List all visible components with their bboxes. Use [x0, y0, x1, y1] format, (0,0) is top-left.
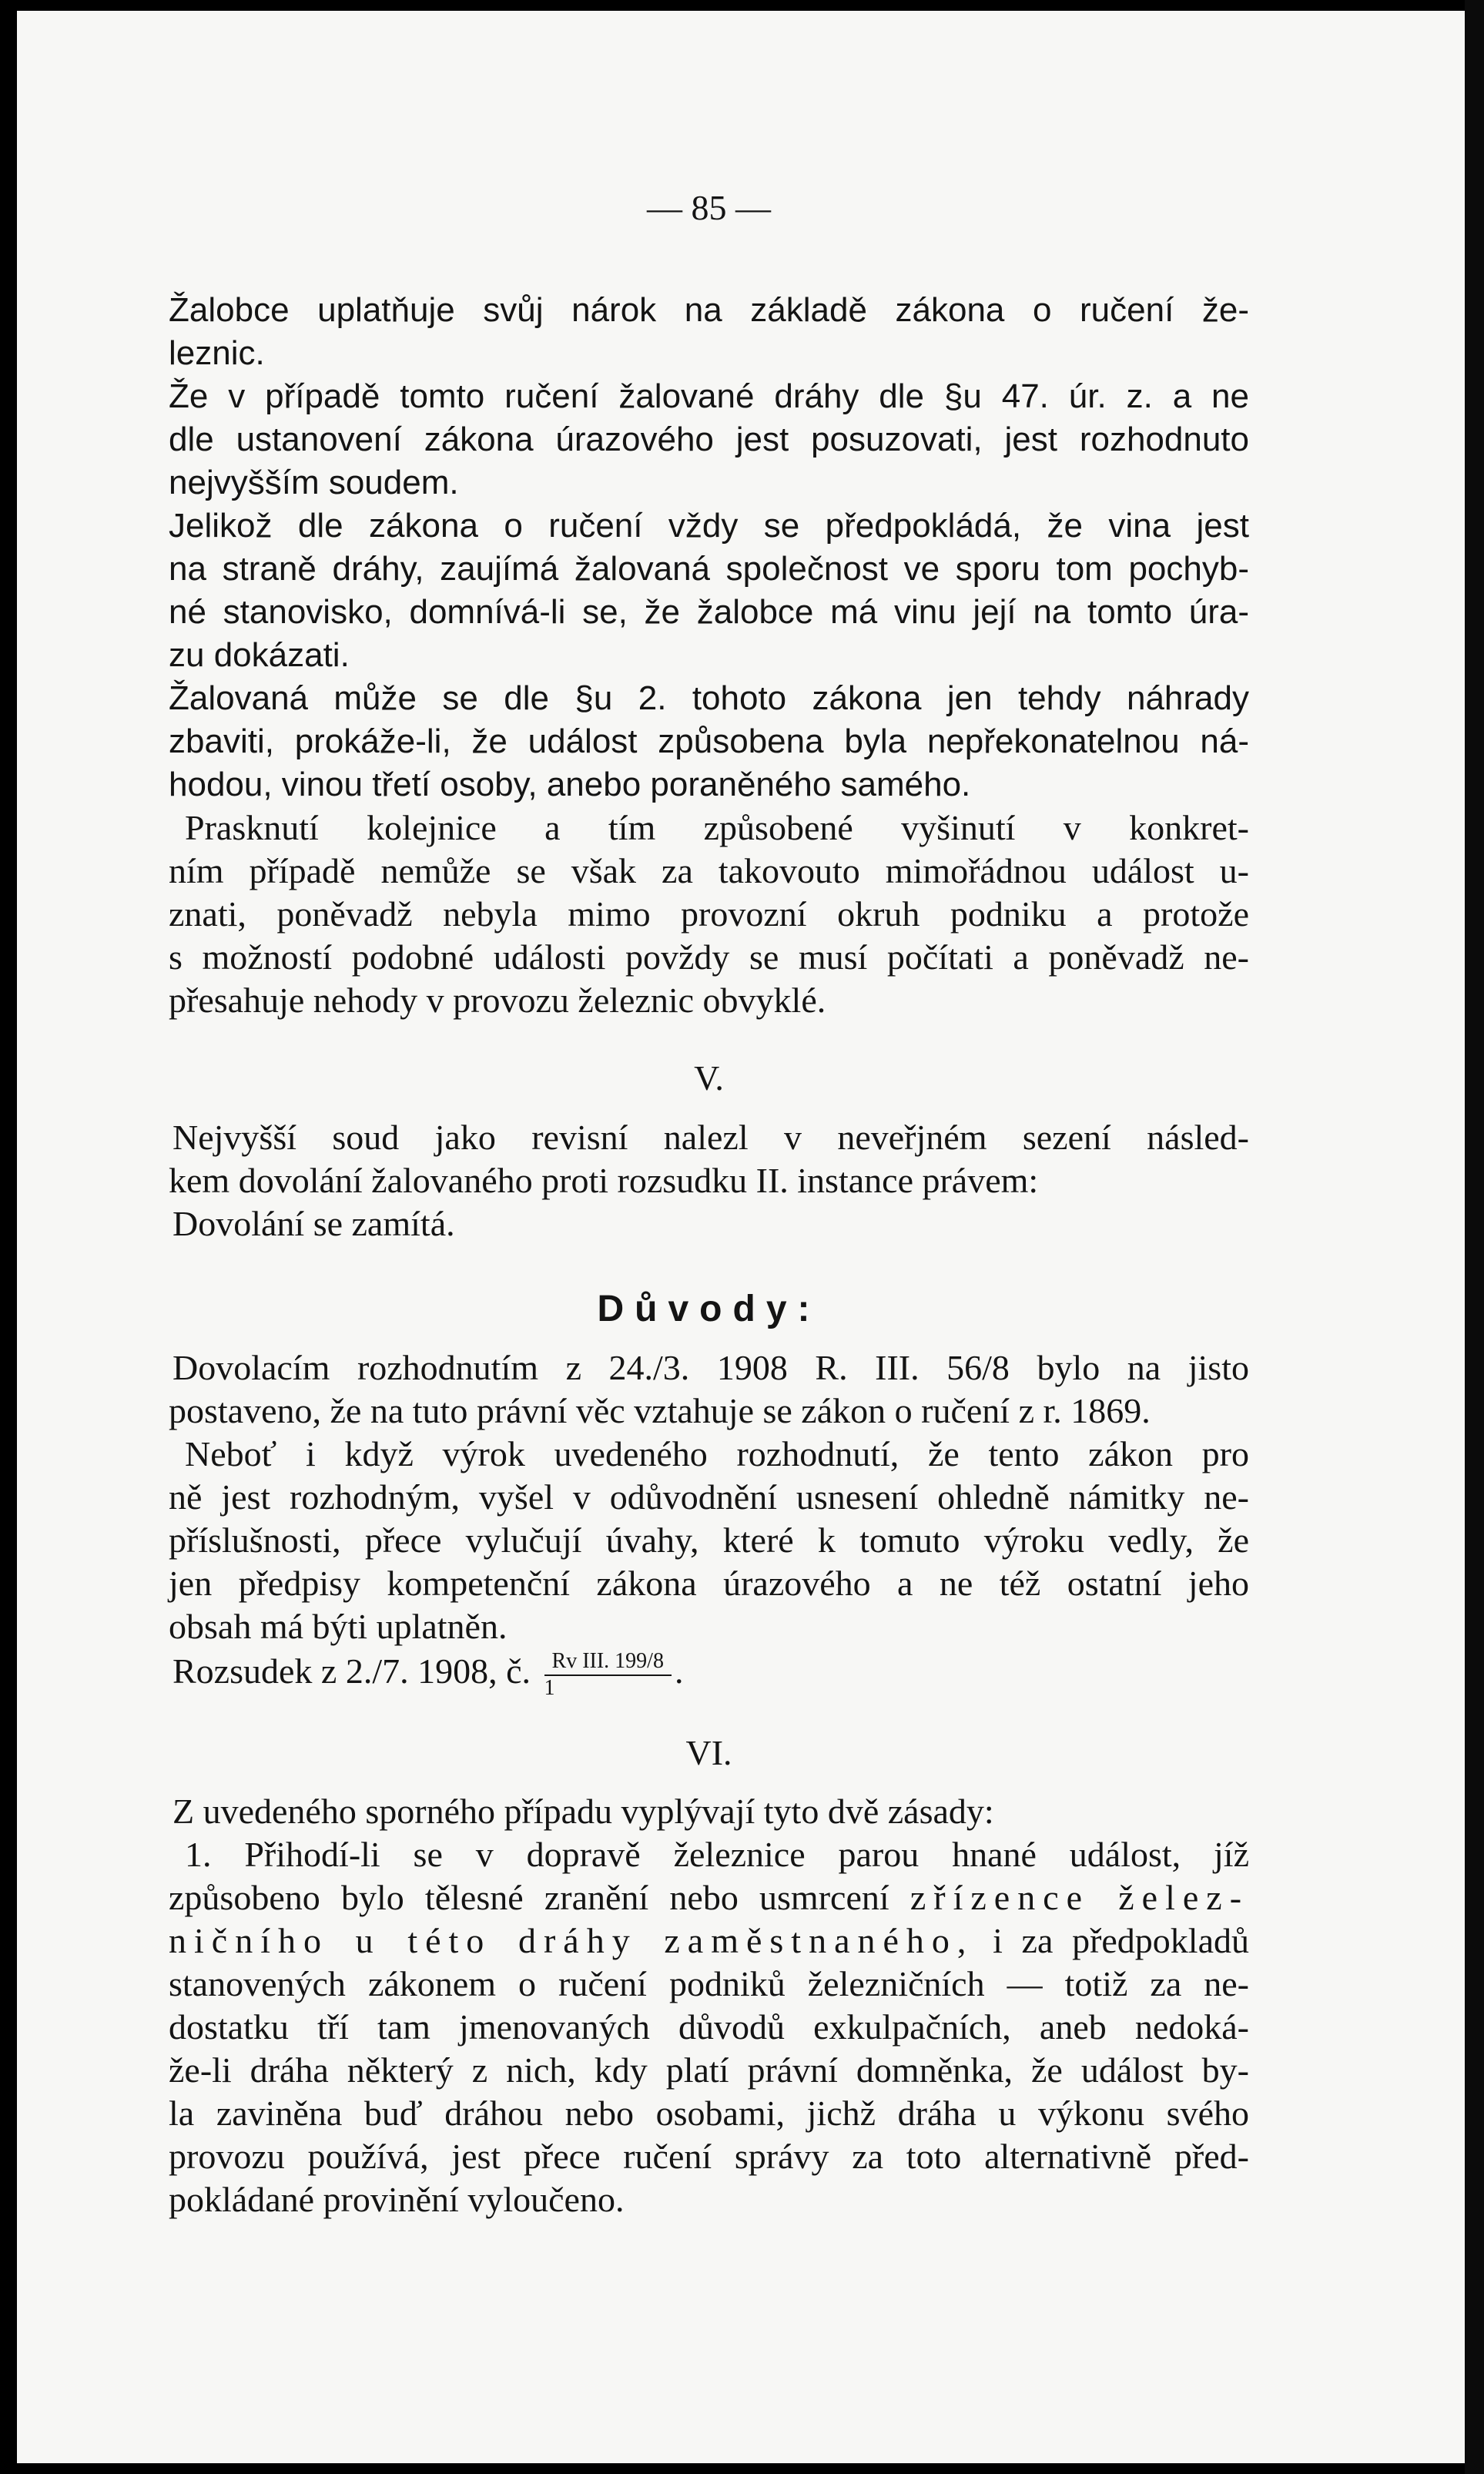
text-line: pokládané provinění vyloučeno. [169, 2180, 625, 2219]
text-line: Že v případě tomto ručení žalované dráhy dle §u 47. úr. z. a ne [169, 377, 1249, 415]
ruling-text: Dovolání se zamítá. [173, 1204, 455, 1243]
text-line: ně jest rozhodným, vyšel v odůvodnění usnesení ohledně námitky ne- [169, 1477, 1249, 1517]
text-line: nejvyšším soudem. [169, 464, 459, 501]
text-line: přesahuje nehody v provozu železnic obvyklé. [169, 981, 826, 1020]
verdict-prefix: Rozsudek z 2./7. 1908, č. [173, 1651, 531, 1691]
text-line: dle ustanovení zákona úrazového jest posuzovati, jest rozhodnuto [169, 421, 1249, 458]
verdict-suffix: . [674, 1651, 684, 1691]
text-line: že-li dráha některý z nich, kdy platí právní domněnka, že událost by- [169, 2050, 1249, 2090]
file-number-fraction [544, 1650, 672, 1700]
text-line: dostatku tří tam jmenovaných důvodů exkulpačních, aneb nedoká- [169, 2007, 1249, 2047]
text-line: na straně dráhy, zaujímá žalovaná společnost ve sporu tom pochyb- [169, 550, 1249, 588]
text-line: Nejvyšší soud jako revisní nalezl v neveřjném sezení násled- [173, 1118, 1249, 1157]
text-line [169, 1876, 1249, 1919]
verdict-line [173, 1648, 1249, 1700]
emphasized-text: ničního u této dráhy zaměstnaného, [169, 1921, 974, 1960]
text-line: Žalobce uplatňuje svůj nárok na základě zákona o ručení že- [169, 291, 1249, 329]
text-line [169, 1919, 1249, 1963]
text-line: obsah má býti uplatněn. [169, 1607, 508, 1646]
text-line: zbaviti, prokáže-li, že událost způsobena byla nepřekonatelnou ná- [169, 722, 1249, 760]
text-line: postaveno, že na tuto právní věc vztahuje se zákon o ručení z r. 1869. [169, 1391, 1151, 1430]
text-line: hodou, vinou třetí osoby, anebo poraněného samého. [169, 766, 971, 803]
text-line: stanovených zákonem o ručení podniků železničních — totiž za ne- [169, 1964, 1249, 2003]
scan-edge [1465, 0, 1484, 2474]
text-line: s možností podobné události povždy se musí počítati a poněvadž ne- [169, 937, 1249, 977]
text-line: jen předpisy kompetenční zákona úrazového a ne též ostatní jeho [169, 1564, 1249, 1603]
text-line: ním případě nemůže se však za takovouto mimořádnou událost u- [169, 851, 1249, 890]
emphasized-text: zřízence želez- [909, 1878, 1250, 1917]
text-line: leznic. [169, 334, 265, 372]
text-line: provozu používá, jest přece ručení správy za toto alternativně před- [169, 2137, 1249, 2176]
text-line: Z uvedeného sporného případu vyplývají tyto dvě zásady: [173, 1792, 994, 1831]
text-line: la zaviněna buď dráhou nebo osobami, jichž dráha u výkonu svého [169, 2094, 1249, 2133]
text-line: Jelikož dle zákona o ručení vždy se předpokládá, že vina jest [169, 507, 1249, 545]
text-span: způsobeno bylo tělesné zranění nebo usmrcení [169, 1878, 889, 1917]
section-heading-v: V. [694, 1058, 724, 1098]
page-number: — 85 — [647, 188, 771, 227]
text-line: kem dovolání žalovaného proti rozsudku II. instance právem: [169, 1161, 1039, 1200]
text-line: Neboť i když výrok uvedeného rozhodnutí, že tento zákon pro [185, 1434, 1249, 1473]
text-line: příslušnosti, přece vylučují úvahy, které k tomuto výroku vedly, že [169, 1520, 1249, 1560]
text-line: 1. Přihodí-li se v dopravě železnice parou hnané událost, jíž [185, 1835, 1249, 1874]
text-line: znati, poněvadž nebyla mimo provozní okruh podniku a protože [169, 894, 1249, 934]
text-line: Žalovaná může se dle §u 2. tohoto zákona jen tehdy náhrady [169, 679, 1249, 717]
reasons-heading: Důvody: [597, 1289, 821, 1329]
text-line: Dovolacím rozhodnutím z 24./3. 1908 R. III. 56/8 bylo na jisto [173, 1348, 1249, 1387]
file-number-numerator: Rv III. 199/8 [544, 1650, 672, 1676]
file-number-denominator: 1 [544, 1675, 555, 1700]
text-line: zu dokázati. [169, 636, 350, 674]
text-span: i za předpokladů [993, 1921, 1249, 1960]
text-line: Prasknutí kolejnice a tím způsobené vyšinutí v konkret- [185, 808, 1249, 847]
text-line: né stanovisko, domnívá-li se, že žalobce má vinu její na tomto úra- [169, 593, 1249, 631]
section-heading-vi: VI. [685, 1733, 732, 1772]
